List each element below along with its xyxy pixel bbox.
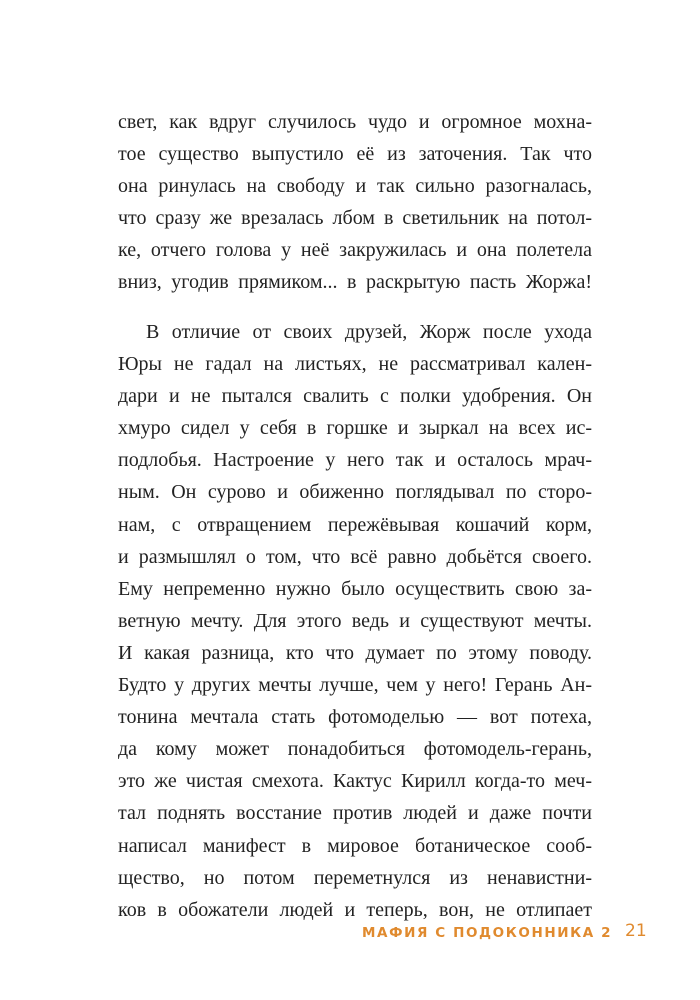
page-number: 21 xyxy=(625,921,647,941)
paragraph-2-line: Будто у других мечты лучше, чем у него! Герань Ан- xyxy=(118,674,592,697)
paragraph-2-line: Юры не гадал на листьях, не рассматривал кален- xyxy=(118,353,592,376)
paragraph-2-line: подлобья. Настроение у него так и осталось мрач- xyxy=(118,449,592,472)
paragraph-1-line: тое существо выпустило её из заточения. Так что xyxy=(118,143,592,166)
paragraph-2-line: Ему непременно нужно было осуществить свою за- xyxy=(118,577,592,600)
paragraph-2-line: ков в обожатели людей и теперь, вон, не отлипает xyxy=(118,898,592,921)
paragraph-1-line: что сразу же врезалась лбом в светильник на потол- xyxy=(118,207,592,230)
paragraph-2-line: да кому может понадобиться фотомодель-герань, xyxy=(118,738,592,761)
paragraph-2-line: щество, но потом переметнулся из ненавистни- xyxy=(118,866,592,889)
running-footer-title: МАФИЯ С ПОДОКОННИКА 2 xyxy=(362,925,613,941)
paragraph-2-line: ным. Он сурово и обиженно поглядывал по сторо- xyxy=(118,481,592,504)
paragraph-2-line: В отличие от своих друзей, Жорж после ухода xyxy=(146,321,592,343)
paragraph-2-line: написал манифест в мировое ботаническое сооб- xyxy=(118,834,592,857)
paragraph-2-line: хмуро сидел у себя в горшке и зыркал на всех ис- xyxy=(118,417,592,440)
paragraph-2-line: И какая разница, кто что думает по этому поводу. xyxy=(118,641,592,664)
paragraph-1 xyxy=(118,106,592,299)
paragraph-2-line: ветную мечту. Для этого ведь и существуют мечты. xyxy=(118,609,592,632)
paragraph-1-line: свет, как вдруг случилось чудо и огромное мохна- xyxy=(118,111,592,133)
paragraph-1-line: вниз, угодив прямиком... в раскрытую пасть Жоржа! xyxy=(118,271,592,294)
paragraph-2-line: дари и не пытался свалить с полки удобрения. Он xyxy=(118,385,592,408)
paragraph-2-line: это же чистая смехота. Кактус Кирилл когда-то меч- xyxy=(118,770,592,793)
paragraph-2-line: и размышлял о том, что всё равно добьётся своего. xyxy=(118,545,592,568)
paragraph-2 xyxy=(118,316,592,926)
paragraph-2-line: нам, с отвращением пережёвывая кошачий корм, xyxy=(118,513,592,536)
paragraph-2-line: тонина мечтала стать фотомоделью — вот потеха, xyxy=(118,706,592,729)
paragraph-1-line: ке, отчего голова у неё закружилась и она полетела xyxy=(118,239,592,262)
paragraph-2-line: тал поднять восстание против людей и даже почти xyxy=(118,802,592,825)
paragraph-1-line: она ринулась на свободу и так сильно разогналась, xyxy=(118,175,592,198)
